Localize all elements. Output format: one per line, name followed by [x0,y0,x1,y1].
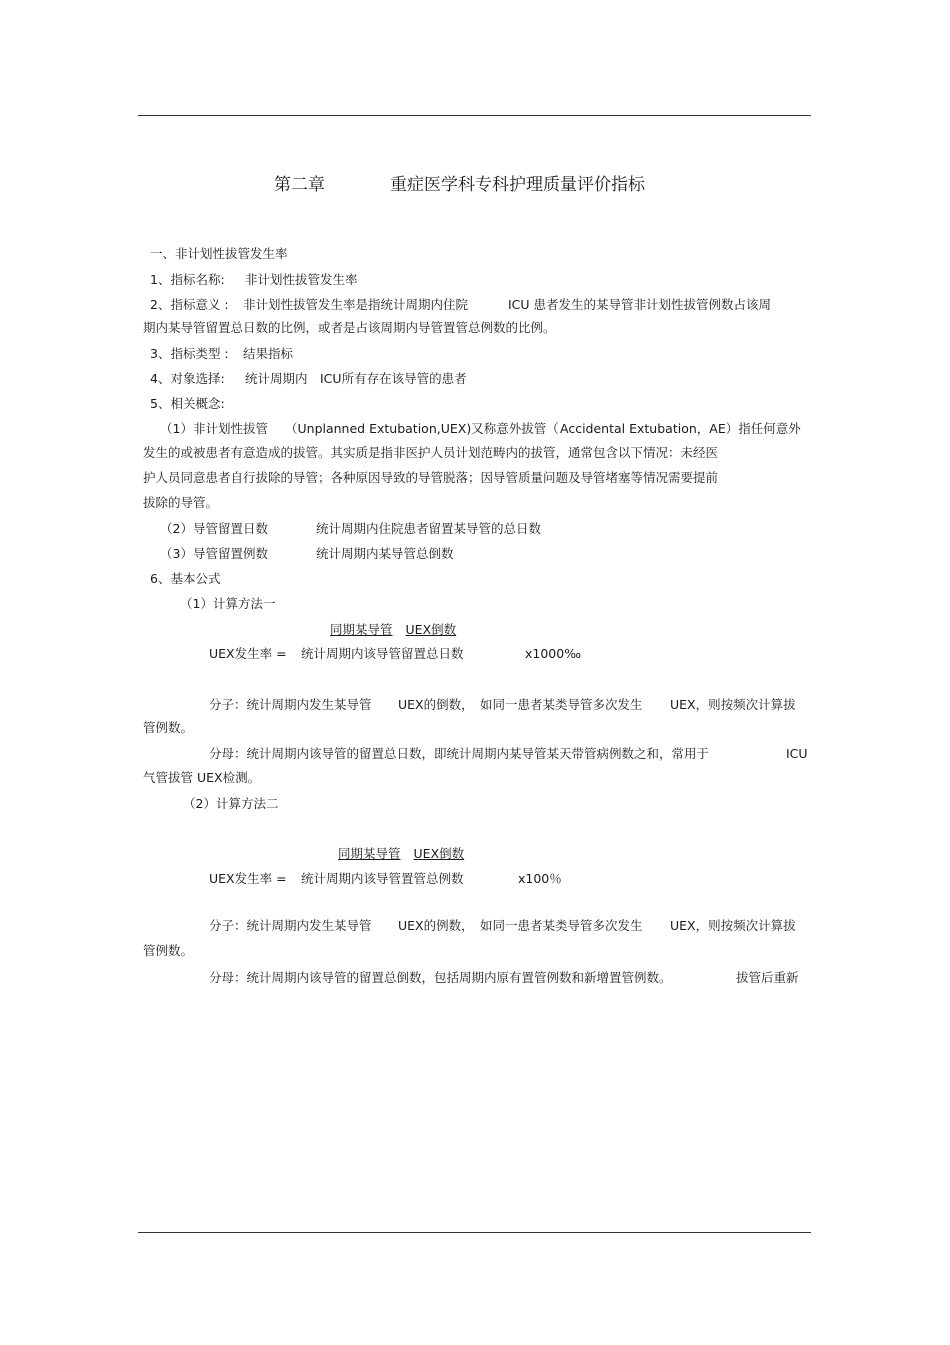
concept2-label: （2）导管留置日数 [160,521,268,536]
method1-fenmu-b: ICU [786,746,808,761]
method1-numerator [308,622,469,638]
method2-fenzi-c: 如同一患者某类导管多次发生 [480,918,643,933]
method1-fenzi-c: 如同一患者某类导管多次发生 [480,697,643,712]
concept1-b: （Unplanned Extubation,UEX)又称意外拔管（ [285,421,559,436]
method2-fenzi-a: 分子：统计周期内发生某导管 [209,918,372,933]
method1-fenzi-line2: 管例数。 [143,720,194,735]
footer-rule [138,1232,811,1233]
item4-value-a: 统计周期内 [245,371,308,386]
item2-text-a: 非计划性拔管发生率是指统计周期内住院 [243,297,469,312]
page-title: 重症医学科专科护理质量评价指标 [390,175,645,195]
item3-value: 结果指标 [243,346,294,361]
concept1-line2: 发生的或被患者有意造成的拔管。其实质是指非医护人员计划范畴内的拔管，通常包含以下情况：未经医 [143,445,719,460]
method2-label: （2）计算方法二 [183,796,279,811]
method1-numerator-a: 同期某导管 [330,622,393,637]
concept1-a: （1）非计划性拔管 [160,421,268,436]
method2-numerator [323,846,467,862]
method1-fenmu-line2: 气管拔管 UEX检测。 [143,770,261,785]
method2-fenzi-d: UEX，则按频次计算拔 [670,918,796,933]
section-heading: 一、非计划性拔管发生率 [150,246,288,261]
method2-fenmu-a: 分母：统计周期内该导管的留置总倒数，包括周期内原有置管例数和新增置管例数。 [209,970,672,985]
concept3-value: 统计周期内某导管总倒数 [316,546,454,561]
item1-label: 1、指标名称: [150,272,225,287]
concept1-line4: 拔除的导管。 [143,495,219,510]
item2-line2: 期内某导管留置总日数的比例，或者是占该周期内导管置管总例数的比例。 [143,320,556,335]
item5-label: 5、相关概念: [150,396,225,411]
method2-fenzi-line2: 管例数。 [143,943,194,958]
item6-label: 6、基本公式 [150,571,221,586]
method2-fenzi-b: UEX的例数， [398,918,474,933]
method1-multiplier: x1000‰ [525,646,581,661]
method1-lhs: UEX发生率 = [209,646,287,661]
method2-fenmu-b: 拔管后重新 [736,970,799,985]
item4-value-b: ICU所有存在该导管的患者 [320,371,467,386]
method1-fenmu-a: 分母：统计周期内该导管的留置总日数，即统计周期内某导管某天带管病例数之和，常用于 [209,746,710,761]
item1-value: 非计划性拔管发生率 [245,272,358,287]
concept2-value: 统计周期内住院患者留置某导管的总日数 [316,521,542,536]
method2-denominator: 统计周期内该导管置管总例数 [301,871,464,886]
item2-label: 2、指标意义 : [150,297,229,312]
method1-numerator-b: UEX倒数 [405,622,457,637]
concept3-label: （3）导管留置例数 [160,546,268,561]
item2-text-b: ICU 患者发生的某导管非计划性拔管例数占该周 [508,297,772,312]
chapter-label: 第二章 [274,175,325,195]
method1-label: （1）计算方法一 [180,596,276,611]
item4-label: 4、对象选择: [150,371,225,386]
method2-numerator-a: 同期某导管 [338,846,401,861]
concept1-c: Accidental Extubation，AE）指任何意外 [560,421,801,436]
method2-lhs: UEX发生率 = [209,871,287,886]
method1-fenzi-a: 分子：统计周期内发生某导管 [209,697,372,712]
item3-label: 3、指标类型 : [150,346,229,361]
method1-denominator: 统计周期内该导管留置总日数 [301,646,464,661]
method1-fenzi-b: UEX的倒数， [398,697,474,712]
header-rule [138,115,811,116]
method1-fenzi-d: UEX，则按频次计算拔 [670,697,796,712]
method2-numerator-b: UEX倒数 [413,846,465,861]
method2-multiplier: x100％ [518,871,562,886]
concept1-line3: 护人员同意患者自行拔除的导管；各种原因导致的导管脱落；因导管质量问题及导管堵塞等情况需要提前 [143,470,719,485]
